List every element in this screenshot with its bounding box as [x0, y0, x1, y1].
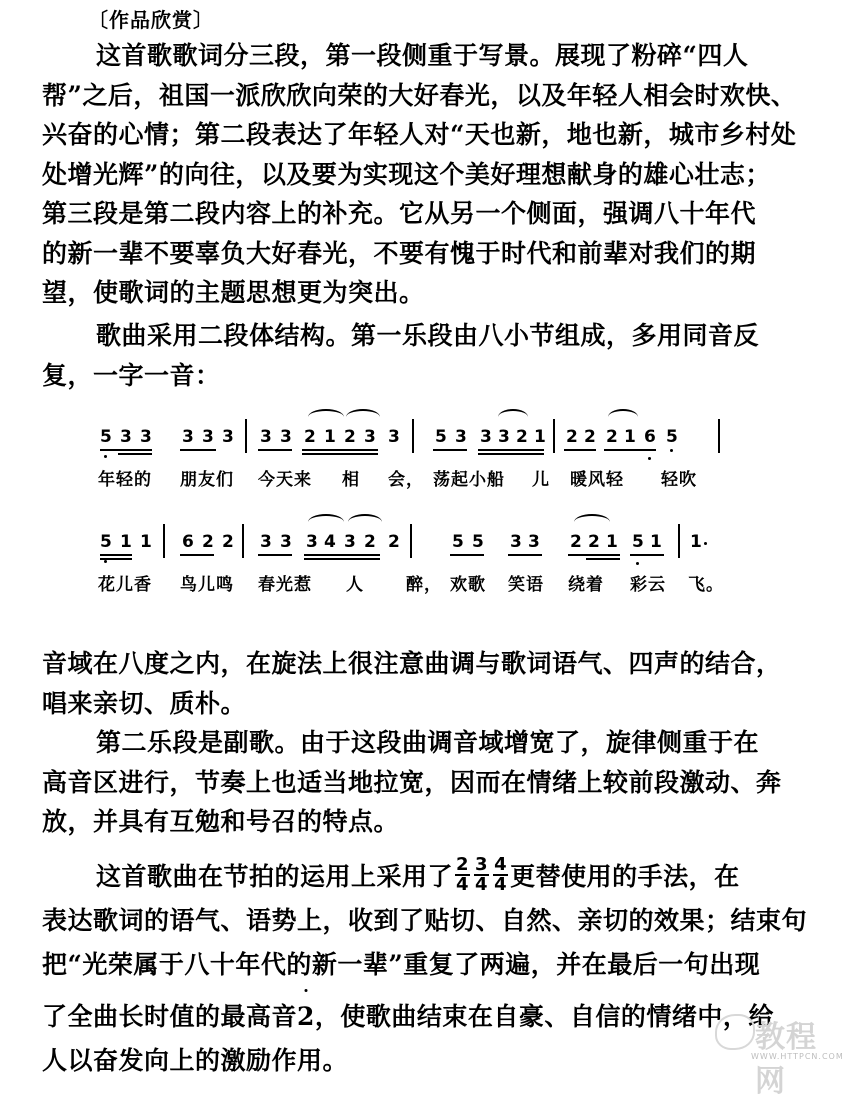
- augmentation-dot: [704, 542, 707, 545]
- score-note: 2: [516, 427, 528, 447]
- bar-line: [163, 524, 165, 558]
- text-line: 望，使歌词的主题思想更为突出。: [42, 278, 425, 307]
- slur-mark: [348, 514, 382, 530]
- eighth-underline: [450, 554, 484, 556]
- score-note: 1: [650, 532, 662, 552]
- text-line: 放，并具有互勉和号召的特点。: [42, 807, 400, 836]
- lyric-segment: 荡起小船: [433, 470, 505, 490]
- eighth-underline: [630, 554, 664, 556]
- score-note: 2: [566, 427, 578, 447]
- lyric-segment: 醉，: [406, 575, 442, 595]
- score-note: 3: [388, 427, 400, 447]
- text-line: 人以奋发向上的激励作用。: [42, 1046, 349, 1075]
- lyric-segment: 儿: [532, 470, 550, 490]
- bar-line: [242, 524, 244, 558]
- score-note: 1: [606, 532, 618, 552]
- paragraph-range: [42, 644, 802, 723]
- score-note: 2: [588, 532, 600, 552]
- score-note: 3: [222, 427, 234, 447]
- low-octave-dot: [104, 455, 107, 458]
- time-signature-4-4: $\frac{4}{4}$: [494, 853, 508, 895]
- slur-mark: [498, 409, 528, 425]
- score-note: 3: [182, 427, 194, 447]
- score-note: 2: [304, 427, 316, 447]
- sixteenth-underline: [304, 558, 380, 560]
- lyric-segment: 会，: [388, 470, 424, 490]
- score-note: 3: [306, 532, 318, 552]
- score-note: 4: [324, 532, 336, 552]
- sixteenth-underline: [478, 453, 544, 455]
- section-heading: 〔作品欣赏〕: [88, 8, 214, 32]
- text-line: 歌曲采用二段体结构。第一乐段由八小节组成，多用同音反: [96, 321, 760, 350]
- sixteenth-underline: [118, 453, 152, 455]
- sixteenth-underline: [586, 558, 620, 560]
- low-octave-dot: [670, 449, 673, 452]
- score-note: 2: [344, 427, 356, 447]
- lyric-segment: 今天来: [258, 470, 312, 490]
- score-note: 1: [324, 427, 336, 447]
- watermark-text: 教程网: [755, 1020, 817, 1099]
- text-line: 帮”之后，祖国一派欣欣向荣的大好春光，以及年轻人相会时欢快、: [42, 80, 797, 110]
- score-note: 6: [644, 427, 656, 447]
- score-note: 2: [222, 532, 234, 552]
- text-line: 处增光辉”的向往，以及要为实现这个美好理想献身的雄心壮志；: [42, 159, 771, 189]
- slur-mark: [574, 514, 610, 530]
- bar-line: [718, 419, 720, 453]
- text-line: 把“光荣属于八十年代的新一辈”重复了两遍，并在最后一句出现: [42, 950, 761, 979]
- score-note: 5: [632, 532, 644, 552]
- bar-line: [410, 524, 412, 558]
- score-note: 3: [480, 427, 492, 447]
- bar-line: [412, 419, 414, 453]
- eighth-underline: [180, 554, 214, 556]
- high-note: 2: [297, 995, 315, 1039]
- text-segment: 了全曲长时值的最高音: [42, 1002, 298, 1031]
- text-line: 表达歌词的语气、语势上，收到了贴切、自然、亲切的效果；结束句: [42, 906, 808, 935]
- text-segment: ，使歌曲结束在自豪、自信的情绪中，给: [314, 1002, 774, 1031]
- paragraph-chorus: [42, 723, 802, 842]
- lyric-segment: 花儿香: [98, 575, 152, 595]
- score-note: 5: [435, 427, 447, 447]
- eighth-underline: [433, 449, 467, 451]
- lyric-segment: 鸟儿鸣: [180, 575, 234, 595]
- eighth-underline: [302, 449, 378, 451]
- lyric-segment: 春光惹: [258, 575, 312, 595]
- score-note: 3: [140, 427, 152, 447]
- octave-dot: [304, 989, 307, 992]
- bar-line: [553, 419, 555, 453]
- eighth-underline: [258, 449, 292, 451]
- score-row-1: [100, 405, 740, 455]
- score-note: 3: [260, 532, 272, 552]
- eighth-underline: [508, 554, 542, 556]
- score-note: 3: [280, 427, 292, 447]
- score-note: 3: [528, 532, 540, 552]
- eighth-underline: [604, 449, 656, 451]
- score-note: 3: [280, 532, 292, 552]
- eighth-underline: [180, 449, 216, 451]
- score-note: 1: [140, 532, 152, 552]
- score-note: 2: [202, 532, 214, 552]
- time-signature-2-4: $\frac{2}{4}$: [456, 853, 470, 895]
- score-note: 3: [120, 427, 132, 447]
- score-note: 1: [624, 427, 636, 447]
- watermark-logo-icon: [715, 1014, 755, 1050]
- bar-line: [678, 524, 680, 558]
- text-line: 这首歌歌词分三段，第一段侧重于写景。展现了粉碎“四人: [96, 41, 749, 70]
- paragraph-lyrics-analysis: [42, 36, 802, 313]
- score-note: 1: [690, 532, 702, 552]
- bar-line: [245, 419, 247, 453]
- score-note: 3: [455, 427, 467, 447]
- score-note: 2: [364, 532, 376, 552]
- watermark-url: WWW.HTTPCN.COM: [751, 1052, 844, 1061]
- score-note: 5: [666, 427, 678, 447]
- slur-mark: [608, 409, 638, 425]
- text-line: 音域在八度之内，在旋法上很注意曲调与歌词语气、四声的结合，: [42, 649, 782, 678]
- time-signature-3-4: $\frac{3}{4}$: [475, 853, 489, 895]
- lyric-segment: 人: [346, 575, 364, 595]
- slur-mark: [308, 514, 344, 530]
- score-note: 3: [498, 427, 510, 447]
- text-line: 复，一字一音：: [42, 360, 221, 390]
- score-note: 2: [388, 532, 400, 552]
- score-note: 3: [260, 427, 272, 447]
- eighth-underline: [478, 449, 544, 451]
- eighth-underline: [564, 449, 596, 451]
- score-note: 3: [364, 427, 376, 447]
- text-line: 第三段是第二段内容上的补充。它从另一个侧面，强调八十年代: [42, 199, 757, 228]
- lyric-segment: 欢歌: [450, 575, 486, 595]
- eighth-underline: [100, 449, 152, 451]
- text-line: 兴奋的心情；第二段表达了年轻人对“天也新，地也新，城市乡村处: [42, 120, 797, 149]
- lyric-segment: 相: [342, 470, 360, 490]
- lyric-segment: 年轻的: [98, 470, 152, 490]
- eighth-underline: [100, 554, 132, 556]
- score-note: 5: [452, 532, 464, 552]
- lyric-segment: 暖风轻: [570, 470, 624, 490]
- eighth-underline: [304, 554, 380, 556]
- score-note: 5: [472, 532, 484, 552]
- slur-mark: [346, 409, 380, 425]
- text-line: 唱来亲切、质朴。: [42, 688, 247, 718]
- sixteenth-underline: [302, 453, 378, 455]
- score-note: 2: [584, 427, 596, 447]
- score-note: 2: [570, 532, 582, 552]
- slur-mark: [308, 409, 344, 425]
- eighth-underline: [258, 554, 292, 556]
- score-row-2: [100, 510, 740, 560]
- score-note: 5: [100, 427, 112, 447]
- low-octave-dot: [648, 457, 651, 460]
- low-octave-dot: [104, 560, 107, 563]
- score-note: 3: [510, 532, 522, 552]
- paragraph-meter: [42, 853, 808, 1083]
- score-note: 6: [182, 532, 194, 552]
- lyric-segment: 轻吹: [661, 470, 697, 490]
- text-line: 高音区进行，节奏上也适当地拉宽，因而在情绪上较前段激动、奔: [42, 767, 782, 797]
- score-note: 5: [100, 532, 112, 552]
- low-octave-dot: [636, 562, 639, 565]
- text-segment: 更替使用的手法，在: [510, 862, 740, 891]
- lyric-segment: 笑语: [508, 575, 544, 595]
- score-note: 1: [120, 532, 132, 552]
- text-line: 第二乐段是副歌。由于这段曲调音域增宽了，旋律侧重于在: [96, 728, 760, 757]
- watermark: [715, 1012, 845, 1099]
- lyric-segment: 彩云: [630, 575, 666, 595]
- eighth-underline: [568, 554, 620, 556]
- score-note: 3: [202, 427, 214, 447]
- text-line: 的新一辈不要辜负大好春光，不要有愧于时代和前辈对我们的期: [42, 238, 757, 268]
- text-segment: 这首歌曲在节拍的运用上采用了: [96, 862, 454, 891]
- lyric-segment: 朋友们: [180, 470, 234, 490]
- score-note: 1: [534, 427, 546, 447]
- paragraph-structure: [42, 316, 802, 395]
- lyric-segment: 飞。: [688, 575, 724, 595]
- score-note: 3: [344, 532, 356, 552]
- score-note: 2: [606, 427, 618, 447]
- lyric-segment: 绕着: [568, 575, 604, 595]
